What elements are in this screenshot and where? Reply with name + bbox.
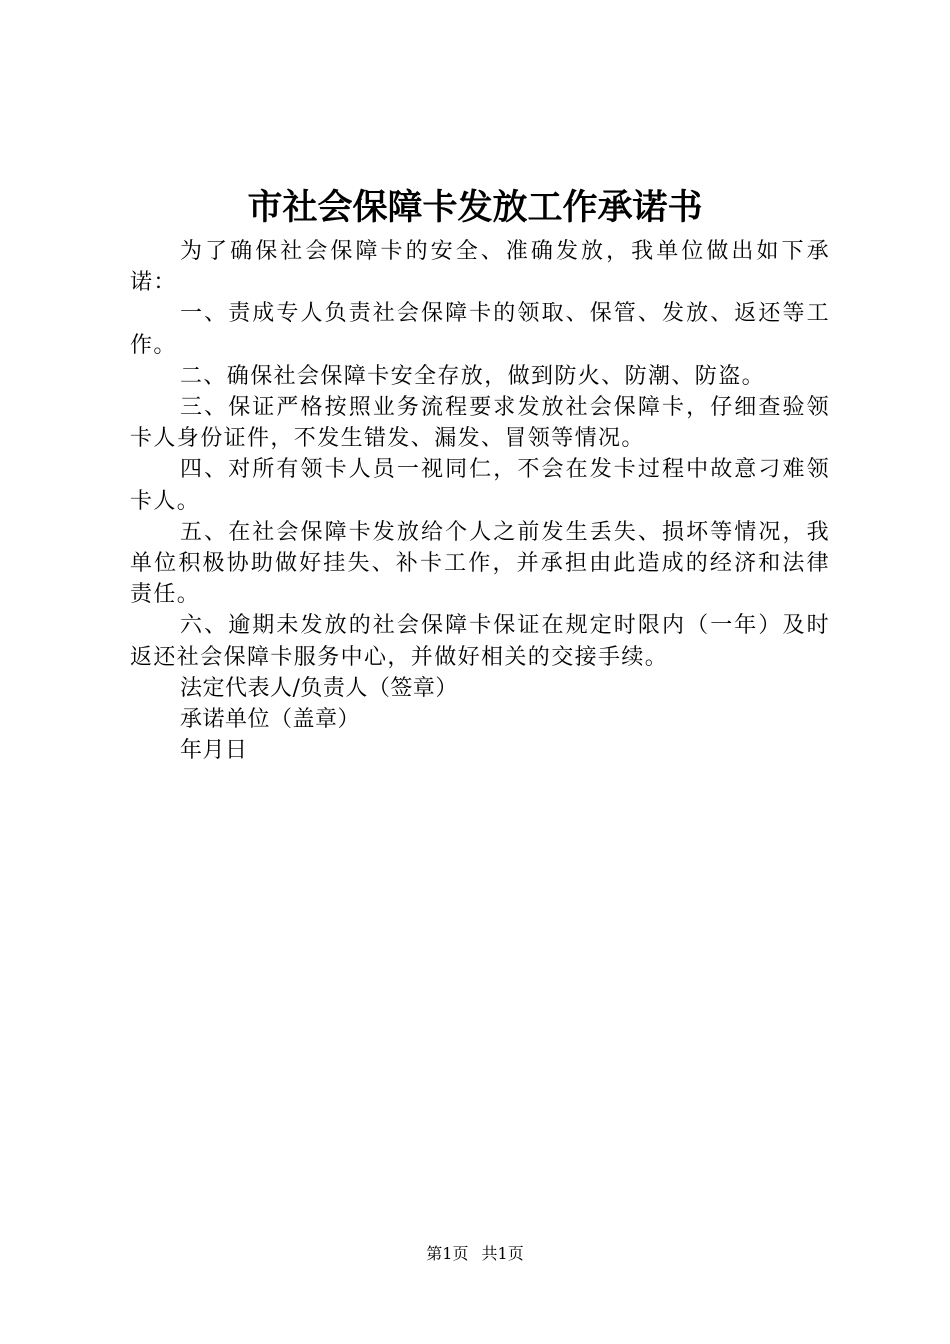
signature-date: 年月日 xyxy=(180,738,248,764)
page-number-current: 第1页 xyxy=(426,1244,469,1263)
commitment-item-5: 五、在社会保障卡发放给个人之前发生丢失、损坏等情况，我单位积极协助做好挂失、补卡工作，并承担由此造成的经济和法律责任。 xyxy=(130,519,830,608)
legal-representative-signature: 法定代表人/负责人（签章） xyxy=(180,675,458,701)
commitment-item-2: 二、确保社会保障卡安全存放，做到防火、防潮、防盗。 xyxy=(180,363,766,389)
commitment-item-1: 一、责成专人负责社会保障卡的领取、保管、发放、返还等工作。 xyxy=(130,301,830,358)
commitment-item-3: 三、保证严格按照业务流程要求发放社会保障卡，仔细查验领卡人身份证件，不发生错发、漏发、冒领等情况。 xyxy=(130,395,830,452)
document-body xyxy=(130,236,830,766)
page-footer xyxy=(0,1242,950,1266)
page-number-total: 共1页 xyxy=(481,1244,524,1263)
intro-paragraph: 为了确保社会保障卡的安全、准确发放，我单位做出如下承诺： xyxy=(130,239,830,296)
committing-unit-seal: 承诺单位（盖章） xyxy=(180,707,361,733)
commitment-item-6: 六、逾期未发放的社会保障卡保证在规定时限内（一年）及时返还社会保障卡服务中心，并做好相关的交接手续。 xyxy=(130,613,830,670)
page-title: 市社会保障卡发放工作承诺书 xyxy=(247,187,703,228)
commitment-item-4: 四、对所有领卡人员一视同仁，不会在发卡过程中故意刁难领卡人。 xyxy=(130,457,830,514)
